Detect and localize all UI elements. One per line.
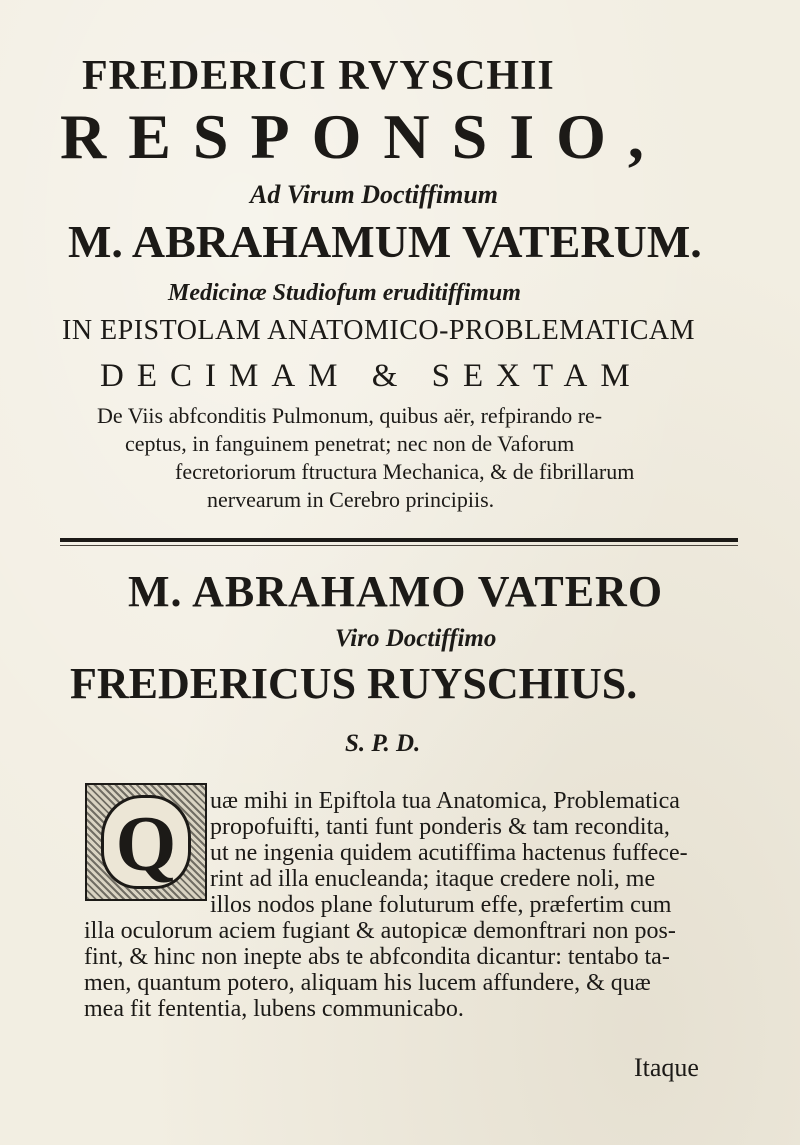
summary-paragraph (97, 402, 757, 514)
summary-line: ceptus, in fanguinem penetrat; nec non de Vaforum (125, 431, 575, 456)
spd-greeting: S. P. D. (345, 730, 421, 757)
ordinal-line: DECIMAM & SEXTAM (100, 358, 643, 394)
summary-line: De Viis abfconditis Pulmonum, quibus aër, refpirando re- (97, 403, 603, 428)
sender-heading: FREDERICUS RUYSCHIUS. (70, 659, 638, 708)
body-line: uæ mihi in Epiftola tua Anatomica, Problematica (210, 788, 680, 814)
summary-line: nervearum in Cerebro principiis. (207, 487, 495, 512)
body-line: mea fit fententia, lubens communicabo. (84, 996, 464, 1022)
viro-line: Viro Doctiffimo (335, 625, 497, 652)
catchword: Itaque (634, 1053, 699, 1082)
ornamental-rule-thin (60, 545, 738, 546)
ad-virum-line: Ad Virum Doctiffimum (250, 180, 499, 209)
body-line: fint, & hinc non inepte abs te abfcondita dicantur: tentabo ta- (84, 944, 670, 970)
title-responsio: RESPONSIO, (60, 101, 666, 172)
author-heading: FREDERICI RVYSCHII (82, 53, 555, 99)
initial-letter: Q (115, 800, 177, 887)
recipient-heading: M. ABRAHAMO VATERO (128, 567, 664, 616)
body-line: men, quantum potero, aliquam his lucem affundere, & quæ (84, 970, 651, 996)
body-line: rint ad illa enucleanda; itaque credere noli, me (210, 866, 656, 892)
initial-frame (101, 795, 191, 889)
body-line: propofuifti, tanti funt ponderis & tam recondita, (210, 814, 670, 840)
descriptor-line: Medicinæ Studiofum eruditiffimum (168, 280, 521, 306)
body-line: ut ne ingenia quidem acutiffima hactenus fuffece- (210, 840, 688, 866)
epistolam-line: IN EPISTOLAM ANATOMICO-PROBLEMATICAM (62, 315, 696, 346)
addressee-heading: M. ABRAHAMUM VATERUM. (68, 216, 702, 267)
summary-line: fecretoriorum ftructura Mechanica, & de fibrillarum (175, 459, 635, 484)
body-line: illos nodos plane foluturum effe, præfertim cum (210, 892, 672, 918)
body-line: illa oculorum aciem fugiant & autopicæ demonftrari non pos- (84, 918, 676, 944)
decorated-initial (85, 783, 207, 901)
ornamental-rule (60, 538, 738, 542)
